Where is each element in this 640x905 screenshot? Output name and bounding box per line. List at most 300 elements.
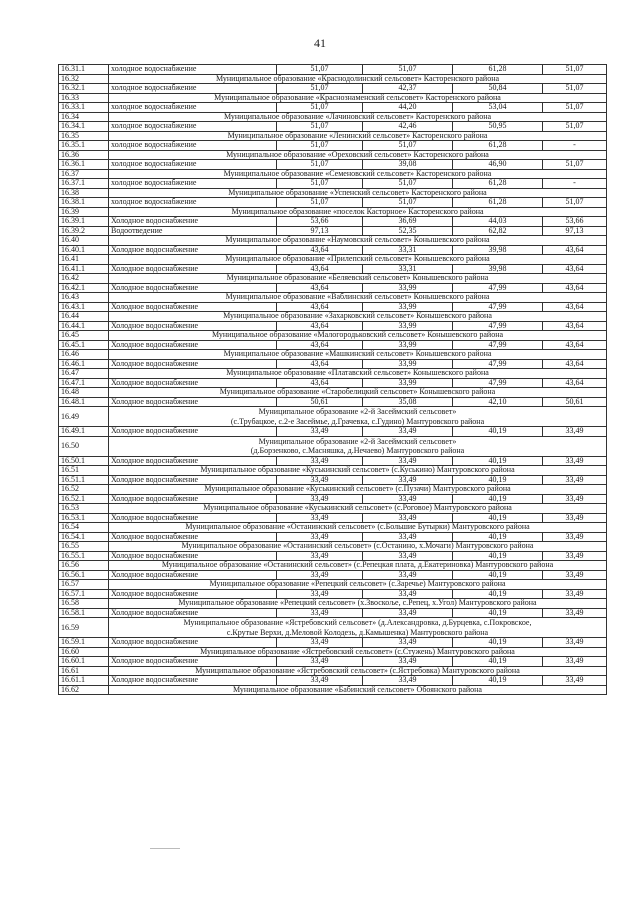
tariff-value: 33,49 (543, 494, 607, 504)
row-code: 16.60 (59, 647, 109, 657)
tariff-value: 43,64 (543, 245, 607, 255)
tariff-value: 40,19 (453, 570, 543, 580)
tariff-value: 39,98 (453, 264, 543, 274)
tariff-value: 51,07 (363, 179, 453, 189)
tariff-value: 33,49 (363, 589, 453, 599)
tariff-value: 97,13 (277, 226, 363, 236)
municipality-title: Муниципальное образование «поселок Касторное» Касторенского района (109, 207, 607, 217)
tariff-value: 33,49 (543, 532, 607, 542)
row-code: 16.35.1 (59, 141, 109, 151)
table-row (59, 226, 607, 236)
section-header-row (59, 169, 607, 179)
row-code: 16.58 (59, 599, 109, 609)
tariff-value: - (543, 179, 607, 189)
section-header-row (59, 188, 607, 198)
service-label: Холодное водоснабжение (109, 494, 277, 504)
tariff-value: 40,19 (453, 657, 543, 667)
municipality-title: Муниципальное образование «Останинский сельсовет» (с.Останино, х.Мочаги) Мантуровского района (109, 542, 607, 552)
service-label: Холодное водоснабжение (109, 264, 277, 274)
tariff-value: 51,07 (543, 122, 607, 132)
tariff-value: 43,64 (277, 302, 363, 312)
tariff-value: 40,19 (453, 532, 543, 542)
tariff-value: 44,03 (453, 217, 543, 227)
section-header-row (59, 523, 607, 533)
municipality-title: Муниципальное образование «Прилепский сельсовет» Конышевского района (109, 255, 607, 265)
row-code: 16.47.1 (59, 378, 109, 388)
municipality-title (109, 407, 607, 427)
tariff-value: 33,49 (277, 427, 363, 437)
tariff-value: 33,49 (543, 676, 607, 686)
row-code: 16.53 (59, 504, 109, 514)
municipality-title: Муниципальное образование «Краснознаменский сельсовет» Касторенского района (109, 93, 607, 103)
tariff-value: 43,64 (277, 245, 363, 255)
section-header-row (59, 236, 607, 246)
tariff-value: 33,49 (277, 494, 363, 504)
tariff-value: 33,49 (363, 532, 453, 542)
table-row (59, 198, 607, 208)
table-row (59, 657, 607, 667)
tariff-value: 50,84 (453, 84, 543, 94)
row-code: 16.41.1 (59, 264, 109, 274)
tariff-value: 52,35 (363, 226, 453, 236)
service-label: холодное водоснабжение (109, 160, 277, 170)
section-header-row (59, 255, 607, 265)
section-header-row (59, 274, 607, 284)
tariff-value: 51,07 (277, 160, 363, 170)
service-label: Холодное водоснабжение (109, 456, 277, 466)
tariff-value: 33,49 (277, 638, 363, 648)
tariff-value: 33,49 (543, 608, 607, 618)
section-header-row (59, 485, 607, 495)
section-header-row (59, 369, 607, 379)
tariff-value: 33,49 (543, 589, 607, 599)
service-label: Холодное водоснабжение (109, 302, 277, 312)
tariff-value: 50,61 (277, 397, 363, 407)
table-row (59, 570, 607, 580)
tariff-value: 43,64 (277, 359, 363, 369)
service-label: Холодное водоснабжение (109, 217, 277, 227)
section-header-row (59, 207, 607, 217)
municipality-title: Муниципальное образование «Беляевский сельсовет» Конышевского района (109, 274, 607, 284)
tariff-value: 40,19 (453, 608, 543, 618)
tariff-value: 42,37 (363, 84, 453, 94)
section-header-row (59, 312, 607, 322)
row-code: 16.37.1 (59, 179, 109, 189)
service-label: Холодное водоснабжение (109, 551, 277, 561)
municipality-title: Муниципальное образование «Краснодолинский сельсовет» Касторенского района (109, 74, 607, 84)
row-code: 16.55 (59, 542, 109, 552)
row-code: 16.54.1 (59, 532, 109, 542)
row-code: 16.45 (59, 331, 109, 341)
tariff-value: 47,99 (453, 302, 543, 312)
table-row (59, 589, 607, 599)
table-row (59, 378, 607, 388)
page-number: 41 (314, 36, 326, 50)
tariff-value: 97,13 (543, 226, 607, 236)
tariff-value: 43,64 (277, 264, 363, 274)
municipality-title: Муниципальное образование «Ястребовский сельсовет» (с.Ястребовка) Мантуровского района (109, 666, 607, 676)
service-label: холодное водоснабжение (109, 84, 277, 94)
tariff-value: 43,64 (543, 264, 607, 274)
section-header-row (59, 466, 607, 476)
row-code: 16.43.1 (59, 302, 109, 312)
tariff-value: 47,99 (453, 340, 543, 350)
row-code: 16.62 (59, 685, 109, 695)
row-code: 16.38.1 (59, 198, 109, 208)
row-code: 16.53.1 (59, 513, 109, 523)
table-row (59, 103, 607, 113)
tariff-value: 53,66 (543, 217, 607, 227)
tariff-value: 43,64 (277, 378, 363, 388)
tariff-value: 33,49 (277, 456, 363, 466)
tariff-value: 43,64 (543, 321, 607, 331)
table-row (59, 638, 607, 648)
row-code: 16.61 (59, 666, 109, 676)
tariff-value: 33,99 (363, 321, 453, 331)
row-code: 16.36.1 (59, 160, 109, 170)
tariff-value: 33,49 (277, 513, 363, 523)
tariff-value: 47,99 (453, 283, 543, 293)
tariff-value: 33,49 (363, 427, 453, 437)
row-code: 16.31.1 (59, 65, 109, 75)
tariff-value: 51,07 (363, 141, 453, 151)
row-code: 16.44.1 (59, 321, 109, 331)
municipality-title: Муниципальное образование «Куськинский сельсовет» (с.Роговое) Мантуровского района (109, 504, 607, 514)
tariff-value: 51,07 (543, 198, 607, 208)
tariff-value: 51,07 (363, 198, 453, 208)
table-row (59, 179, 607, 189)
service-label: холодное водоснабжение (109, 198, 277, 208)
table-row (59, 532, 607, 542)
row-code: 16.51 (59, 466, 109, 476)
service-label: Холодное водоснабжение (109, 589, 277, 599)
tariff-value: 61,28 (453, 179, 543, 189)
municipality-title: Муниципальное образование «Платавский сельсовет» Конышевского района (109, 369, 607, 379)
table-row (59, 245, 607, 255)
tariff-value: 43,64 (543, 340, 607, 350)
tariff-value: 40,19 (453, 427, 543, 437)
service-label: Холодное водоснабжение (109, 359, 277, 369)
section-header-row (59, 542, 607, 552)
row-code: 16.45.1 (59, 340, 109, 350)
service-label: Холодное водоснабжение (109, 532, 277, 542)
table-row (59, 217, 607, 227)
tariff-value: 33,49 (363, 551, 453, 561)
row-code: 16.50 (59, 436, 109, 456)
tariff-value: 33,49 (277, 570, 363, 580)
table-row (59, 494, 607, 504)
tariff-value: 33,31 (363, 245, 453, 255)
tariff-value: 33,99 (363, 283, 453, 293)
row-code: 16.59.1 (59, 638, 109, 648)
row-code: 16.38 (59, 188, 109, 198)
tariff-value: 51,07 (277, 198, 363, 208)
tariff-value: 33,49 (363, 676, 453, 686)
tariff-value: 39,98 (453, 245, 543, 255)
tariff-value: 51,07 (277, 122, 363, 132)
tariff-value: 40,19 (453, 513, 543, 523)
table-row (59, 84, 607, 94)
municipality-title: Муниципальное образование «Останинский сельсовет» (с.Репецкая плата, д.Екатериновка) Мантуровского района (109, 561, 607, 571)
tariff-value: 50,61 (543, 397, 607, 407)
tariff-value: 47,99 (453, 378, 543, 388)
tariff-value: 51,07 (277, 103, 363, 113)
row-code: 16.61.1 (59, 676, 109, 686)
row-code: 16.52 (59, 485, 109, 495)
tariff-value: 35,08 (363, 397, 453, 407)
tariff-value: 43,64 (277, 321, 363, 331)
municipality-title-line: (с.Трубацкое, с.2-е Засеймье, д.Грачевка, с.Гудино) Мантуровского района (230, 416, 485, 426)
municipality-title (109, 436, 607, 456)
section-header-row (59, 561, 607, 571)
municipality-title: Муниципальное образование «Машкинский сельсовет» Конышевского района (109, 350, 607, 360)
municipality-title: Муниципальное образование «Наумовский сельсовет» Конышевского района (109, 236, 607, 246)
section-header-row (59, 388, 607, 398)
tariff-value: 43,64 (543, 378, 607, 388)
tariff-value: 33,49 (363, 475, 453, 485)
row-code: 16.34 (59, 112, 109, 122)
tariff-value: 33,99 (363, 302, 453, 312)
section-header-row (59, 504, 607, 514)
section-header-row (59, 599, 607, 609)
section-header-row (59, 150, 607, 160)
row-code: 16.37 (59, 169, 109, 179)
row-code: 16.48 (59, 388, 109, 398)
tariff-value: 43,64 (543, 359, 607, 369)
section-header-row (59, 436, 607, 456)
row-code: 16.52.1 (59, 494, 109, 504)
tariff-value: 33,49 (363, 608, 453, 618)
tariff-value: 39,08 (363, 160, 453, 170)
tariff-value: 33,49 (277, 551, 363, 561)
tariff-value: 47,99 (453, 321, 543, 331)
row-code: 16.49 (59, 407, 109, 427)
tariff-value: 33,49 (277, 589, 363, 599)
row-code: 16.57 (59, 580, 109, 590)
service-label: Холодное водоснабжение (109, 321, 277, 331)
row-code: 16.56.1 (59, 570, 109, 580)
service-label: холодное водоснабжение (109, 141, 277, 151)
row-code: 16.48.1 (59, 397, 109, 407)
municipality-title: Муниципальное образование «Репецкий сельсовет» (х.Звоскоље, с.Репец, х.Угол) Мантуровского района (109, 599, 607, 609)
tariff-value: 51,07 (277, 84, 363, 94)
municipality-title-line: Муниципальное образование «2-й Засеймский сельсовет» (258, 407, 457, 417)
table-row (59, 302, 607, 312)
tariff-value: 43,64 (543, 302, 607, 312)
row-code: 16.39.1 (59, 217, 109, 227)
service-label: Холодное водоснабжение (109, 570, 277, 580)
service-label: Холодное водоснабжение (109, 608, 277, 618)
section-header-row (59, 666, 607, 676)
tariff-value: 40,19 (453, 494, 543, 504)
tariff-value: 36,69 (363, 217, 453, 227)
table-row (59, 608, 607, 618)
table-row (59, 475, 607, 485)
municipality-title: Муниципальное образование «Куськинский сельсовет» (с.Куськино) Мантуровского района (109, 466, 607, 476)
row-code: 16.58.1 (59, 608, 109, 618)
tariff-value: 62,82 (453, 226, 543, 236)
tariff-value: 43,64 (277, 340, 363, 350)
row-code: 16.54 (59, 523, 109, 533)
tariff-value: 33,49 (363, 494, 453, 504)
section-header-row (59, 647, 607, 657)
municipality-title: Муниципальное образование «Семеновский сельсовет» Касторенского района (109, 169, 607, 179)
service-label: холодное водоснабжение (109, 179, 277, 189)
table-row (59, 397, 607, 407)
table-row (59, 513, 607, 523)
tariff-value: 53,66 (277, 217, 363, 227)
service-label: Водоотведение (109, 226, 277, 236)
row-code: 16.60.1 (59, 657, 109, 667)
table-row (59, 340, 607, 350)
municipality-title: Муниципальное образование «Захарковский сельсовет» Конышевского района (109, 312, 607, 322)
service-label: Холодное водоснабжение (109, 676, 277, 686)
service-label: Холодное водоснабжение (109, 657, 277, 667)
tariff-value: 61,28 (453, 198, 543, 208)
service-label: Холодное водоснабжение (109, 340, 277, 350)
tariff-value: 44,20 (363, 103, 453, 113)
tariff-value: 33,49 (363, 513, 453, 523)
row-code: 16.39.2 (59, 226, 109, 236)
table-row (59, 141, 607, 151)
row-code: 16.33 (59, 93, 109, 103)
row-code: 16.42 (59, 274, 109, 284)
tariff-value: 33,49 (363, 638, 453, 648)
tariff-value: 33,49 (543, 427, 607, 437)
table-row (59, 264, 607, 274)
section-header-row (59, 74, 607, 84)
municipality-title-line: Муниципальное образование «2-й Засеймский сельсовет» (258, 436, 457, 446)
table-row (59, 456, 607, 466)
municipality-title: Муниципальное образование «Бабинский сельсовет» Обоянского района (109, 685, 607, 695)
row-code: 16.51.1 (59, 475, 109, 485)
section-header-row (59, 93, 607, 103)
tariff-value: 42,10 (453, 397, 543, 407)
tariff-value: 51,07 (277, 141, 363, 151)
row-code: 16.39 (59, 207, 109, 217)
section-header-row (59, 685, 607, 695)
municipality-title: Муниципальное образование «Малогородьковский сельсовет» Конышевского района (109, 331, 607, 341)
tariff-value: 51,07 (543, 160, 607, 170)
tariff-value: 51,07 (277, 179, 363, 189)
tariff-value: 51,07 (543, 103, 607, 113)
section-header-row (59, 407, 607, 427)
row-code: 16.44 (59, 312, 109, 322)
table-row (59, 65, 607, 75)
service-label: Холодное водоснабжение (109, 638, 277, 648)
row-code: 16.32 (59, 74, 109, 84)
tariff-value: 51,07 (277, 65, 363, 75)
municipality-title: Муниципальное образование «Ореховский сельсовет» Касторенского района (109, 150, 607, 160)
tariff-value: 33,49 (543, 456, 607, 466)
tariff-value: 33,49 (543, 570, 607, 580)
municipality-title: Муниципальное образование «Ленинский сельсовет» Касторенского района (109, 131, 607, 141)
tariff-value: 33,49 (277, 532, 363, 542)
row-code: 16.47 (59, 369, 109, 379)
municipality-title: Муниципальное образование «Лачиновский сельсовет» Касторенского района (109, 112, 607, 122)
service-label: Холодное водоснабжение (109, 513, 277, 523)
municipality-title: Муниципальное образование «Куськинский сельсовет» (с.Пузачи) Мантуровского района (109, 485, 607, 495)
municipality-title: Муниципальное образование «Ястребовский сельсовет» (с.Стужень) Мантуровского района (109, 647, 607, 657)
tariff-value: 33,99 (363, 340, 453, 350)
table-row (59, 427, 607, 437)
tariff-value: 33,49 (543, 513, 607, 523)
table-row (59, 122, 607, 132)
tariff-value: 53,04 (453, 103, 543, 113)
tariff-value: 33,49 (543, 638, 607, 648)
service-label: Холодное водоснабжение (109, 475, 277, 485)
section-header-row (59, 350, 607, 360)
municipality-title: Муниципальное образование «Успенский сельсовет» Касторенского района (109, 188, 607, 198)
tariff-value: 40,19 (453, 676, 543, 686)
municipality-title-line: Муниципальное образование «Ястребовский сельсовет» (д.Александровка, д.Бурцевка, с.Покровское, (183, 618, 532, 628)
row-code: 16.41 (59, 255, 109, 265)
tariff-value: 33,49 (543, 551, 607, 561)
row-code: 16.40.1 (59, 245, 109, 255)
tariff-value: 33,49 (543, 657, 607, 667)
tariff-value: 33,49 (277, 475, 363, 485)
tariff-value: 40,19 (453, 638, 543, 648)
table-row (59, 676, 607, 686)
service-label: Холодное водоснабжение (109, 397, 277, 407)
row-code: 16.49.1 (59, 427, 109, 437)
tariff-value: 40,19 (453, 475, 543, 485)
tariff-value: 42,46 (363, 122, 453, 132)
section-header-row (59, 131, 607, 141)
municipality-title (109, 618, 607, 638)
row-code: 16.56 (59, 561, 109, 571)
service-label: холодное водоснабжение (109, 65, 277, 75)
tariff-value: 46,90 (453, 160, 543, 170)
tariff-value: - (543, 141, 607, 151)
municipality-title-line: (д.Борзенково, с.Масняшка, д.Нечаево) Мантуровского района (250, 446, 465, 455)
tariff-value: 33,99 (363, 359, 453, 369)
row-code: 16.34.1 (59, 122, 109, 132)
tariff-value: 33,49 (363, 456, 453, 466)
table-row (59, 283, 607, 293)
tariff-value: 33,49 (277, 608, 363, 618)
tariff-value: 40,19 (453, 589, 543, 599)
service-label: Холодное водоснабжение (109, 427, 277, 437)
tariff-value: 33,49 (543, 475, 607, 485)
row-code: 16.59 (59, 618, 109, 638)
tariff-value: 33,49 (363, 657, 453, 667)
row-code: 16.55.1 (59, 551, 109, 561)
row-code: 16.40 (59, 236, 109, 246)
tariff-value: 40,19 (453, 551, 543, 561)
tariff-value: 33,31 (363, 264, 453, 274)
tariff-value: 51,07 (543, 84, 607, 94)
row-code: 16.33.1 (59, 103, 109, 113)
row-code: 16.43 (59, 293, 109, 303)
table-row (59, 160, 607, 170)
tariff-value: 51,07 (543, 65, 607, 75)
tariff-value: 40,19 (453, 456, 543, 466)
section-header-row (59, 293, 607, 303)
tariff-value: 50,95 (453, 122, 543, 132)
tariff-value: 51,07 (363, 65, 453, 75)
tariff-table-body (59, 65, 607, 695)
tariff-value: 61,28 (453, 65, 543, 75)
tariff-value: 33,49 (277, 676, 363, 686)
service-label: Холодное водоснабжение (109, 378, 277, 388)
tariff-value: 33,49 (363, 570, 453, 580)
section-header-row (59, 580, 607, 590)
row-code: 16.46.1 (59, 359, 109, 369)
tariff-value: 43,64 (277, 283, 363, 293)
service-label: холодное водоснабжение (109, 122, 277, 132)
municipality-title-line: с.Крутые Верхи, д.Меловой Колодезь, д.Камышенка) Мантуровского района (226, 627, 489, 637)
